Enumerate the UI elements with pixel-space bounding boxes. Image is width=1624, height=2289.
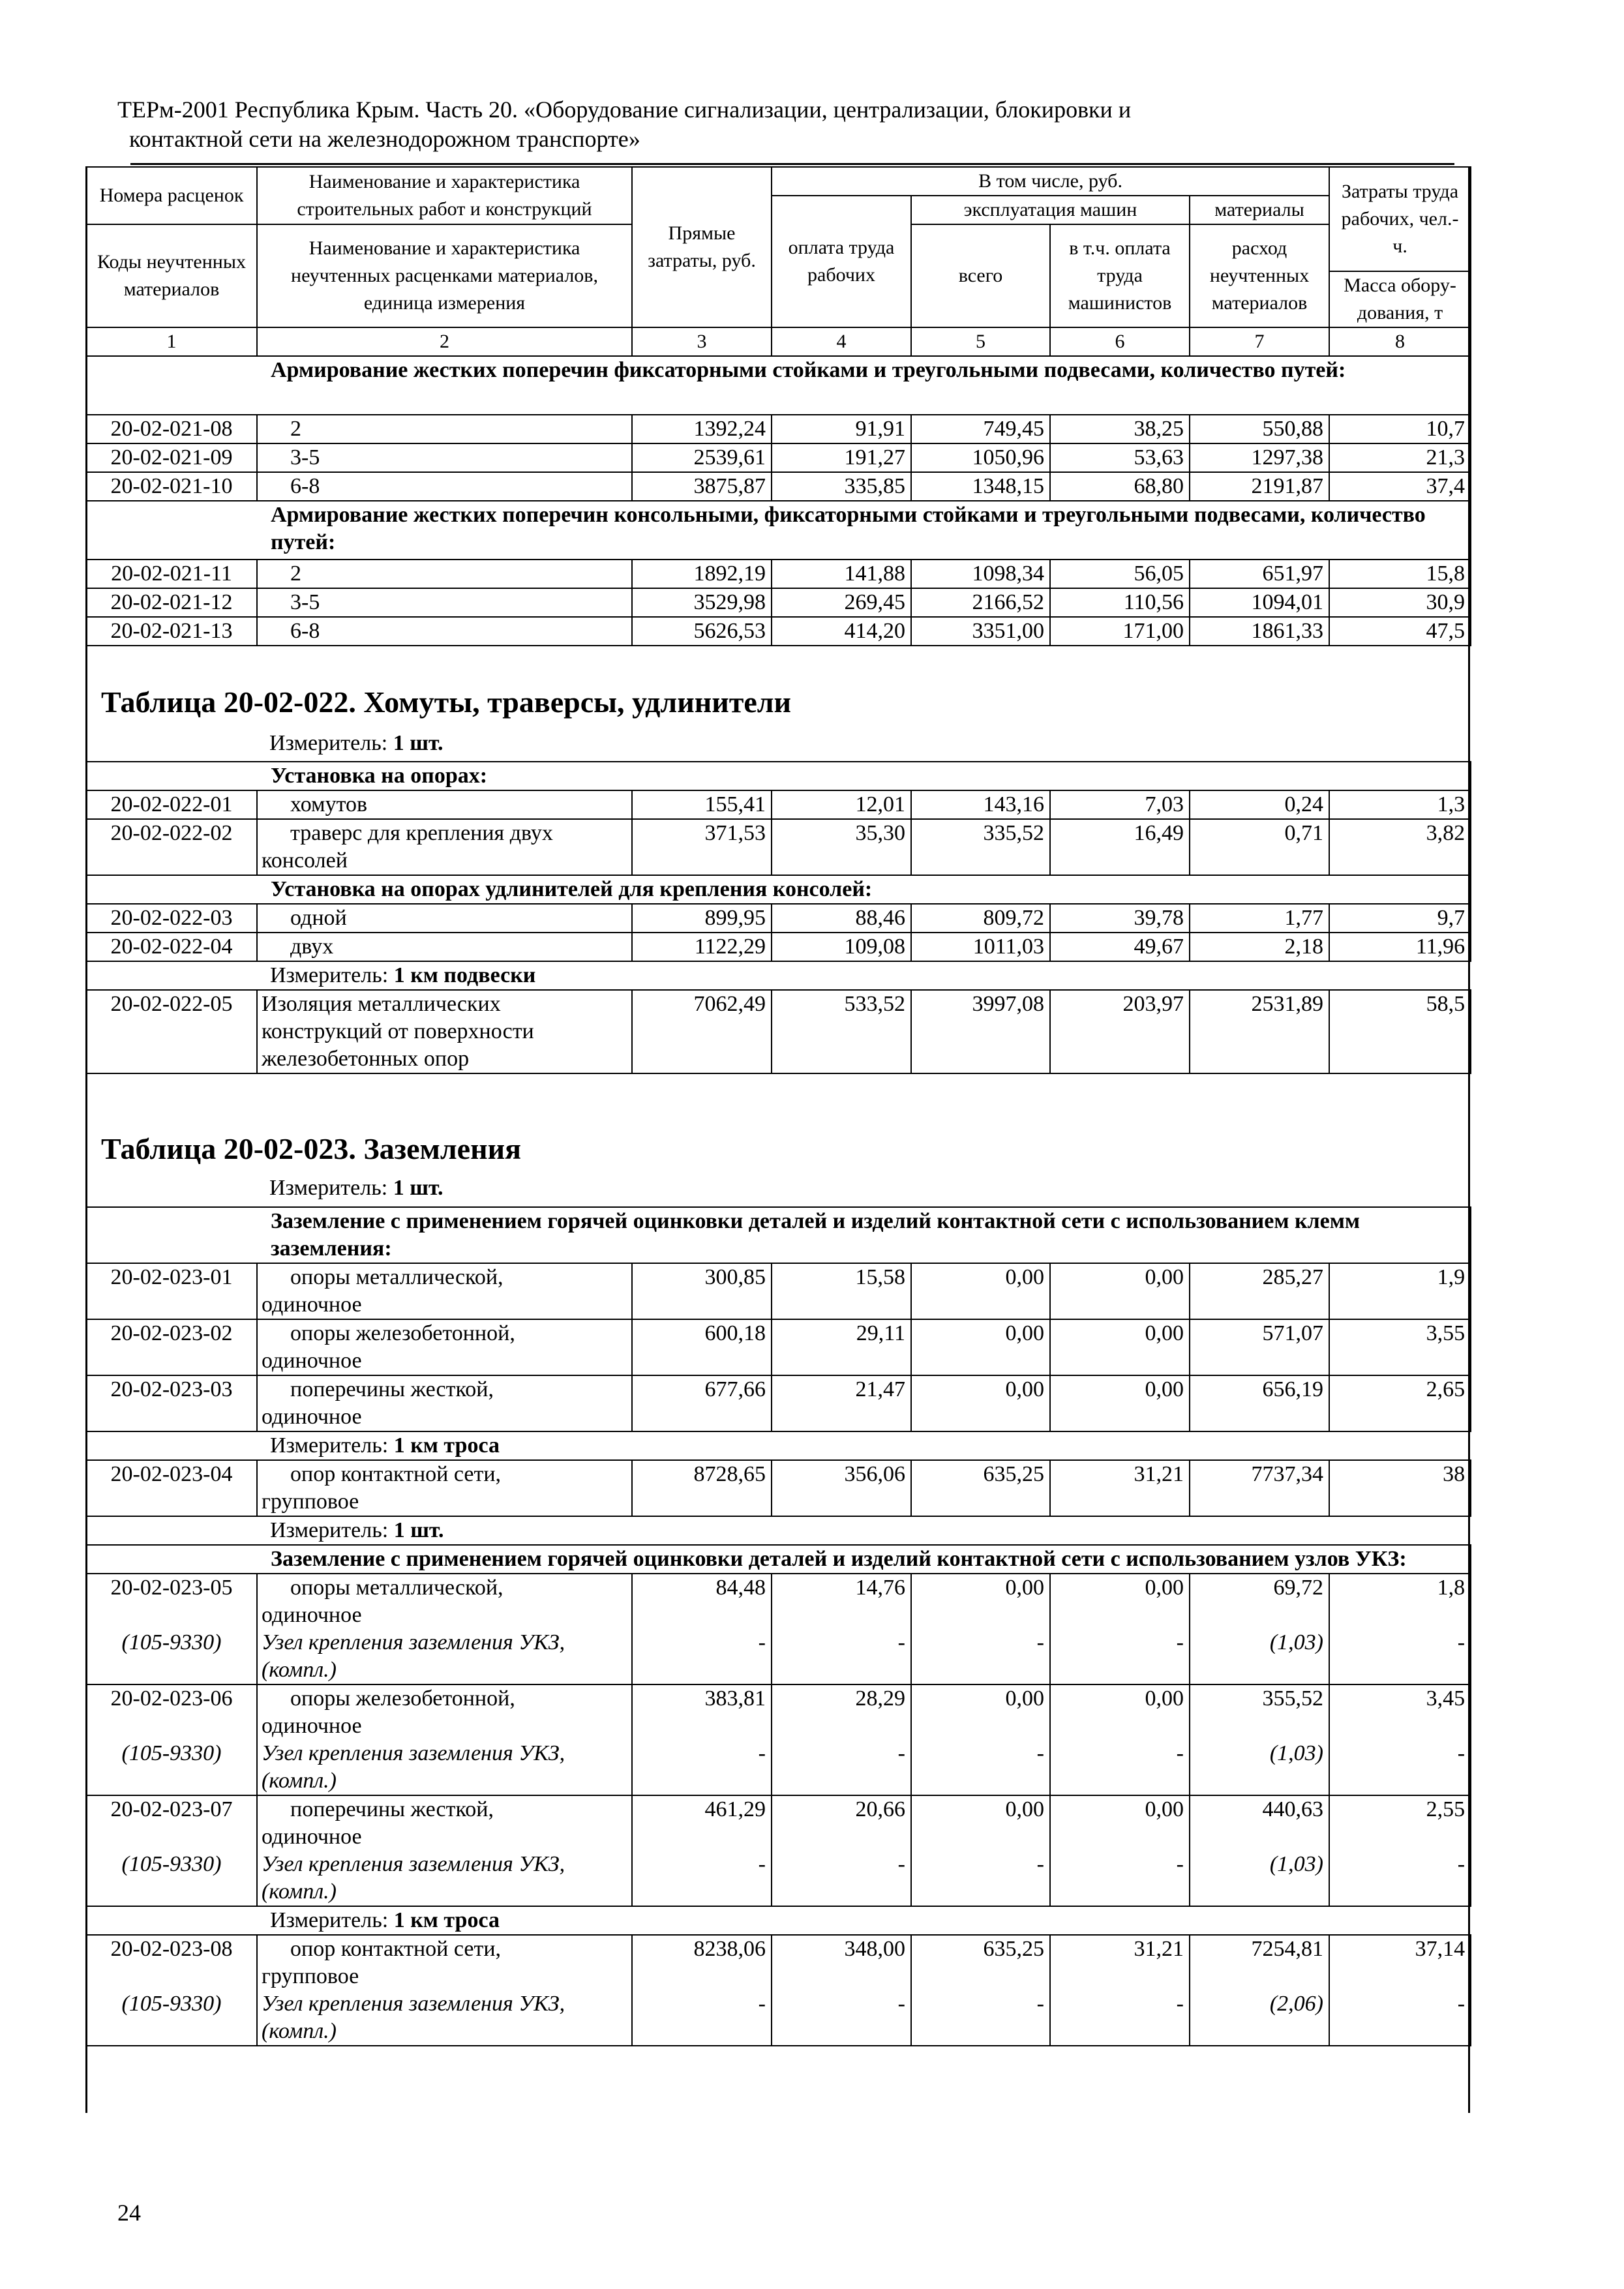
cell-wages: 35,30: [772, 819, 911, 875]
cell-material-qty: (1,03): [1190, 1629, 1329, 1684]
rate-name: [257, 1684, 632, 1740]
table-row: [86, 1684, 1471, 1740]
cell-dash: -: [772, 1851, 911, 1906]
cell-machinist: 39,78: [1050, 904, 1190, 933]
cell-dash: -: [632, 1740, 772, 1795]
cell-direct: 5626,53: [632, 617, 772, 646]
cell-machines: 749,45: [911, 415, 1050, 443]
cell-direct: 84,48: [632, 1574, 772, 1629]
col-header-including: В том числе, руб.: [772, 167, 1329, 196]
col-number: 6: [1050, 327, 1190, 356]
cell-wages: 335,85: [772, 472, 911, 501]
cell-labor: 3,55: [1329, 1319, 1471, 1375]
table-022-title: Таблица 20-02-022. Хомуты, траверсы, удлинители: [101, 685, 792, 719]
cell-direct: 8728,65: [632, 1460, 772, 1516]
table-row: [86, 588, 1471, 617]
rate-name: двух: [257, 933, 632, 961]
cell-materials: 651,97: [1190, 560, 1329, 588]
cell-materials: 1297,38: [1190, 443, 1329, 472]
cell-machines: 0,00: [911, 1684, 1050, 1740]
cell-materials: 571,07: [1190, 1319, 1329, 1375]
rate-code: 20-02-021-08: [86, 415, 257, 443]
rate-name-line: траверс для крепления двух: [290, 821, 553, 845]
col-header-mass: Масса обору-дования, т: [1329, 271, 1471, 327]
measurer-line: [269, 731, 444, 756]
cell-dash: -: [1329, 1851, 1471, 1906]
cell-direct: 371,53: [632, 819, 772, 875]
rate-code: 20-02-023-03: [86, 1375, 257, 1431]
cell-wages: 21,47: [772, 1375, 911, 1431]
cell-labor: 37,4: [1329, 472, 1471, 501]
cell-dash: -: [632, 1851, 772, 1906]
rate-code: 20-02-023-04: [86, 1460, 257, 1516]
cell-machines: 143,16: [911, 790, 1050, 819]
material-name-line: (компл.): [262, 2019, 337, 2043]
cell-materials: 440,63: [1190, 1795, 1329, 1851]
rate-name: [257, 1795, 632, 1851]
cell-dash: -: [911, 1990, 1050, 2046]
cell-dash: -: [911, 1851, 1050, 1906]
cell-machines: 0,00: [911, 1574, 1050, 1629]
cell-dash: -: [772, 1740, 911, 1795]
material-row: [86, 1740, 1471, 1795]
cell-wages: 348,00: [772, 1935, 911, 1990]
cell-machinist: 0,00: [1050, 1375, 1190, 1431]
table-row: [86, 1375, 1471, 1431]
rate-code: 20-02-023-05: [86, 1574, 257, 1629]
cell-direct: 155,41: [632, 790, 772, 819]
rate-name: [257, 1263, 632, 1319]
rate-code: 20-02-023-08: [86, 1935, 257, 1990]
table-row: [86, 933, 1471, 961]
cell-wages: 414,20: [772, 617, 911, 646]
cell-labor: 21,3: [1329, 443, 1471, 472]
rate-name-line: опор контактной сети,: [290, 1937, 502, 1961]
header-rule: [130, 163, 1454, 165]
cell-dash: -: [632, 1990, 772, 2046]
cell-dash: -: [1050, 1629, 1190, 1684]
cell-machinist: 56,05: [1050, 560, 1190, 588]
cell-direct: 899,95: [632, 904, 772, 933]
cell-materials: 7737,34: [1190, 1460, 1329, 1516]
rate-name: 2: [257, 415, 632, 443]
cell-materials: 1094,01: [1190, 588, 1329, 617]
cell-dash: -: [911, 1740, 1050, 1795]
table-row: [86, 560, 1471, 588]
cell-direct: 2539,61: [632, 443, 772, 472]
cell-machines: 335,52: [911, 819, 1050, 875]
material-name-line: Узел крепления заземления УКЗ,: [262, 1630, 565, 1654]
rate-name: [257, 1460, 632, 1516]
rate-name: [257, 1375, 632, 1431]
section-heading: Установка на опорах:: [86, 762, 1471, 790]
material-name-line: (компл.): [262, 1769, 337, 1793]
cell-wages: 29,11: [772, 1319, 911, 1375]
cell-dash: -: [632, 1629, 772, 1684]
cell-dash: -: [1050, 1851, 1190, 1906]
table-row: [86, 1460, 1471, 1516]
rate-code: 20-02-021-10: [86, 472, 257, 501]
cell-dash: -: [1050, 1740, 1190, 1795]
measurer-unit: 1 шт.: [393, 1176, 444, 1200]
cell-materials: 7254,81: [1190, 1935, 1329, 1990]
cell-machines: 1011,03: [911, 933, 1050, 961]
cell-materials: 69,72: [1190, 1574, 1329, 1629]
rate-name: [257, 990, 632, 1073]
table-row: [86, 472, 1471, 501]
cell-direct: 1122,29: [632, 933, 772, 961]
cell-machinist: 0,00: [1050, 1574, 1190, 1629]
rate-code: 20-02-023-07: [86, 1795, 257, 1851]
measurer-label: Измеритель:: [269, 731, 388, 755]
cell-machines: 809,72: [911, 904, 1050, 933]
table-023-title: Таблица 20-02-023. Заземления: [101, 1132, 521, 1165]
rate-name-line: групповое: [262, 1964, 359, 1988]
cell-machines: 1050,96: [911, 443, 1050, 472]
cell-materials: 656,19: [1190, 1375, 1329, 1431]
cell-wages: 14,76: [772, 1574, 911, 1629]
cell-labor: 2,55: [1329, 1795, 1471, 1851]
cell-labor: 37,14: [1329, 1935, 1471, 1990]
table-row: [86, 819, 1471, 875]
material-name-line: Узел крепления заземления УКЗ,: [262, 1741, 565, 1765]
cell-machinist: 7,03: [1050, 790, 1190, 819]
cell-materials: 0,24: [1190, 790, 1329, 819]
col-header-materials: материалы: [1190, 196, 1329, 224]
rate-name-line: опоры железобетонной,: [290, 1321, 515, 1345]
cell-wages: 533,52: [772, 990, 911, 1073]
cell-direct: 300,85: [632, 1263, 772, 1319]
rate-name-line: групповое: [262, 1489, 359, 1514]
cell-materials: 0,71: [1190, 819, 1329, 875]
cell-labor: 9,7: [1329, 904, 1471, 933]
cell-direct: 600,18: [632, 1319, 772, 1375]
cell-machines: 0,00: [911, 1319, 1050, 1375]
rate-code: 20-02-023-01: [86, 1263, 257, 1319]
cell-machines: 0,00: [911, 1375, 1050, 1431]
cell-wages: 12,01: [772, 790, 911, 819]
rate-name-line: одиночное: [262, 1349, 362, 1373]
table-row: [86, 1263, 1471, 1319]
rate-name-line: поперечины жесткой,: [290, 1377, 494, 1401]
rate-name: одной: [257, 904, 632, 933]
col-header-wages: оплата труда рабочих: [772, 196, 911, 327]
cell-direct: 1892,19: [632, 560, 772, 588]
cell-dash: -: [1329, 1629, 1471, 1684]
rate-name: 3-5: [257, 443, 632, 472]
measurer-row: [86, 1906, 1471, 1935]
table-row: [86, 1574, 1471, 1629]
col-number: 4: [772, 327, 911, 356]
rate-code: 20-02-022-03: [86, 904, 257, 933]
cell-materials: 1861,33: [1190, 617, 1329, 646]
material-name: [257, 1740, 632, 1795]
rate-name-line: одиночное: [262, 1405, 362, 1429]
cell-machinist: 110,56: [1050, 588, 1190, 617]
rate-name-line: консолей: [262, 848, 348, 873]
cell-machinist: 0,00: [1050, 1795, 1190, 1851]
cell-machinist: 0,00: [1050, 1263, 1190, 1319]
material-code: (105-9330): [86, 1990, 257, 2046]
rate-name: [257, 1319, 632, 1375]
table-row: [86, 790, 1471, 819]
cell-material-qty: (1,03): [1190, 1851, 1329, 1906]
material-code: (105-9330): [86, 1740, 257, 1795]
cell-wages: 191,27: [772, 443, 911, 472]
col-header-name-top: Наименование и характеристика строительных работ и конструкций: [257, 167, 632, 224]
rate-code: 20-02-021-13: [86, 617, 257, 646]
cell-machinist: 68,80: [1050, 472, 1190, 501]
cell-direct: 1392,24: [632, 415, 772, 443]
cell-direct: 383,81: [632, 1684, 772, 1740]
section-heading: Армирование жестких поперечин консольными, фиксаторными стойками и треугольными подвесами, количество путей:: [86, 501, 1471, 560]
cell-machines: 635,25: [911, 1460, 1050, 1516]
rate-name: [257, 819, 632, 875]
cell-materials: 1,77: [1190, 904, 1329, 933]
col-header-codes-bottom: Коды неучтенных материалов: [86, 224, 257, 327]
cell-machinist: 31,21: [1050, 1460, 1190, 1516]
col-header-materials-use: расход неучтенных материалов: [1190, 224, 1329, 327]
rate-code: 20-02-023-02: [86, 1319, 257, 1375]
cell-machinist: 38,25: [1050, 415, 1190, 443]
cell-labor: 3,82: [1329, 819, 1471, 875]
cell-direct: 3875,87: [632, 472, 772, 501]
page-header: [117, 95, 1481, 154]
material-name-line: Узел крепления заземления УКЗ,: [262, 1852, 565, 1876]
material-name: [257, 1990, 632, 2046]
cell-labor: 58,5: [1329, 990, 1471, 1073]
header-line-1: ТЕРм-2001 Республика Крым. Часть 20. «Оборудование сигнализации, централизации, блокировки и: [117, 97, 1132, 123]
cell-machinist: 0,00: [1050, 1684, 1190, 1740]
rate-name: 6-8: [257, 617, 632, 646]
rate-name-line: поперечины жесткой,: [290, 1797, 494, 1821]
col-number: 3: [632, 327, 772, 356]
cell-machines: 1348,15: [911, 472, 1050, 501]
measurer-unit: 1 км троса: [393, 1908, 500, 1932]
cell-labor: 47,5: [1329, 617, 1471, 646]
rate-name: 2: [257, 560, 632, 588]
col-header-machines: эксплуатация машин: [911, 196, 1190, 224]
measurer-label: Измеритель:: [270, 1433, 389, 1458]
rate-name-line: опоры металлической,: [290, 1265, 504, 1289]
material-row: [86, 1629, 1471, 1684]
rate-code: 20-02-022-05: [86, 990, 257, 1073]
col-header-labor: Затраты труда рабочих, чел.-ч.: [1329, 167, 1471, 271]
col-header-direct-costs: Прямые затраты, руб.: [632, 167, 772, 327]
material-code: (105-9330): [86, 1629, 257, 1684]
cell-materials: 355,52: [1190, 1684, 1329, 1740]
rate-code: 20-02-021-09: [86, 443, 257, 472]
rate-name: [257, 1574, 632, 1629]
cell-machines: 3351,00: [911, 617, 1050, 646]
cell-labor: 1,8: [1329, 1574, 1471, 1629]
rate-name-line: опоры железобетонной,: [290, 1686, 515, 1711]
cell-material-qty: (2,06): [1190, 1990, 1329, 2046]
table-20-02-023: [85, 1206, 1471, 2046]
cell-direct: 461,29: [632, 1795, 772, 1851]
col-number: 8: [1329, 327, 1471, 356]
table-20-02-021: [85, 166, 1471, 646]
table-row: [86, 1795, 1471, 1851]
material-name: [257, 1851, 632, 1906]
measurer-unit: 1 шт.: [393, 1518, 444, 1542]
rate-code: 20-02-022-02: [86, 819, 257, 875]
rate-name-line: одиночное: [262, 1825, 362, 1849]
cell-labor: 1,3: [1329, 790, 1471, 819]
cell-machines: 2166,52: [911, 588, 1050, 617]
col-header-machinist-wages: в т.ч. оплата труда машинистов: [1050, 224, 1190, 327]
section-heading: Установка на опорах удлинителей для крепления консолей:: [86, 875, 1471, 904]
rate-name-line: одиночное: [262, 1603, 362, 1627]
measurer-label: Измеритель:: [270, 963, 389, 987]
cell-materials: 2191,87: [1190, 472, 1329, 501]
rate-code: 20-02-021-11: [86, 560, 257, 588]
rate-name-line: одиночное: [262, 1293, 362, 1317]
cell-machines: 0,00: [911, 1263, 1050, 1319]
measurer-label: Измеритель:: [269, 1176, 388, 1200]
cell-labor: 30,9: [1329, 588, 1471, 617]
cell-dash: -: [1050, 1990, 1190, 2046]
table-row: [86, 990, 1471, 1073]
section-heading: Заземление с применением горячей оцинковки деталей и изделий контактной сети с использованием узлов УКЗ:: [86, 1545, 1471, 1574]
measurer-label: Измеритель:: [270, 1908, 389, 1932]
col-header-codes-top: Номера расценок: [86, 167, 257, 224]
cell-machinist: 49,67: [1050, 933, 1190, 961]
measurer-line: [269, 1176, 444, 1201]
cell-wages: 15,58: [772, 1263, 911, 1319]
cell-machines: 3997,08: [911, 990, 1050, 1073]
table-20-02-022: [85, 761, 1471, 1074]
cell-wages: 269,45: [772, 588, 911, 617]
rate-name-line: железобетонных опор: [262, 1047, 470, 1071]
cell-materials: 550,88: [1190, 415, 1329, 443]
cell-material-qty: (1,03): [1190, 1740, 1329, 1795]
page-number: 24: [117, 2200, 141, 2226]
material-name: [257, 1629, 632, 1684]
cell-machinist: 203,97: [1050, 990, 1190, 1073]
cell-direct: 3529,98: [632, 588, 772, 617]
cell-materials: 2531,89: [1190, 990, 1329, 1073]
cell-wages: 356,06: [772, 1460, 911, 1516]
cell-wages: 141,88: [772, 560, 911, 588]
cell-labor: 38: [1329, 1460, 1471, 1516]
material-code: (105-9330): [86, 1851, 257, 1906]
cell-dash: -: [1329, 1740, 1471, 1795]
section-heading: Заземление с применением горячей оцинковки деталей и изделий контактной сети с использованием клемм заземления:: [86, 1207, 1471, 1263]
cell-wages: 20,66: [772, 1795, 911, 1851]
table-row: [86, 617, 1471, 646]
rate-name: хомутов: [257, 790, 632, 819]
material-name-line: (компл.): [262, 1879, 337, 1904]
material-row: [86, 1990, 1471, 2046]
measurer-row: [86, 1431, 1471, 1460]
col-number: 7: [1190, 327, 1329, 356]
cell-dash: -: [1329, 1990, 1471, 2046]
cell-materials: 285,27: [1190, 1263, 1329, 1319]
col-number: 2: [257, 327, 632, 356]
cell-machines: 0,00: [911, 1795, 1050, 1851]
material-row: [86, 1851, 1471, 1906]
measurer-label: Измеритель:: [270, 1518, 389, 1542]
cell-wages: 91,91: [772, 415, 911, 443]
rate-code: 20-02-022-04: [86, 933, 257, 961]
cell-wages: 88,46: [772, 904, 911, 933]
rate-name-line: опоры металлической,: [290, 1576, 504, 1600]
table-row: [86, 415, 1471, 443]
col-number: 5: [911, 327, 1050, 356]
col-header-machines-total: всего: [911, 224, 1050, 327]
col-number: 1: [86, 327, 257, 356]
cell-machinist: 53,63: [1050, 443, 1190, 472]
section-heading: Армирование жестких поперечин фиксаторными стойками и треугольными подвесами, количество путей:: [86, 356, 1471, 415]
table-row: [86, 1319, 1471, 1375]
cell-machinist: 171,00: [1050, 617, 1190, 646]
cell-direct: 677,66: [632, 1375, 772, 1431]
rate-name-line: конструкций от поверхности: [262, 1019, 534, 1043]
cell-machinist: 16,49: [1050, 819, 1190, 875]
rate-name: 3-5: [257, 588, 632, 617]
cell-wages: 28,29: [772, 1684, 911, 1740]
material-name-line: (компл.): [262, 1658, 337, 1682]
measurer-unit: 1 шт.: [393, 731, 444, 755]
material-name-line: Узел крепления заземления УКЗ,: [262, 1992, 565, 2016]
cell-dash: -: [772, 1990, 911, 2046]
cell-labor: 10,7: [1329, 415, 1471, 443]
cell-wages: 109,08: [772, 933, 911, 961]
table-row: [86, 904, 1471, 933]
rate-name-line: Изоляция металлических: [262, 992, 501, 1016]
rate-name: 6-8: [257, 472, 632, 501]
cell-dash: -: [911, 1629, 1050, 1684]
rate-code: 20-02-021-12: [86, 588, 257, 617]
rate-name: [257, 1935, 632, 1990]
table-row: [86, 1935, 1471, 1990]
cell-labor: 2,65: [1329, 1375, 1471, 1431]
cell-materials: 2,18: [1190, 933, 1329, 961]
col-header-name-bottom: Наименование и характеристика неучтенных расценками материалов, единица измерения: [257, 224, 632, 327]
rate-name-line: одиночное: [262, 1714, 362, 1738]
measurer-unit: 1 км подвески: [393, 963, 536, 987]
cell-labor: 15,8: [1329, 560, 1471, 588]
measurer-unit: 1 км троса: [393, 1433, 500, 1458]
cell-machinist: 0,00: [1050, 1319, 1190, 1375]
cell-labor: 11,96: [1329, 933, 1471, 961]
rate-code: 20-02-023-06: [86, 1684, 257, 1740]
cell-labor: 3,45: [1329, 1684, 1471, 1740]
cell-machines: 1098,34: [911, 560, 1050, 588]
table-row: [86, 443, 1471, 472]
header-line-2: контактной сети на железнодорожном транспорте»: [129, 126, 640, 152]
measurer-row: [86, 1516, 1471, 1545]
cell-dash: -: [772, 1629, 911, 1684]
cell-direct: 7062,49: [632, 990, 772, 1073]
rate-code: 20-02-022-01: [86, 790, 257, 819]
cell-machinist: 31,21: [1050, 1935, 1190, 1990]
cell-labor: 1,9: [1329, 1263, 1471, 1319]
cell-machines: 635,25: [911, 1935, 1050, 1990]
cell-direct: 8238,06: [632, 1935, 772, 1990]
rate-name-line: опор контактной сети,: [290, 1462, 502, 1486]
measurer-row: [86, 961, 1471, 990]
